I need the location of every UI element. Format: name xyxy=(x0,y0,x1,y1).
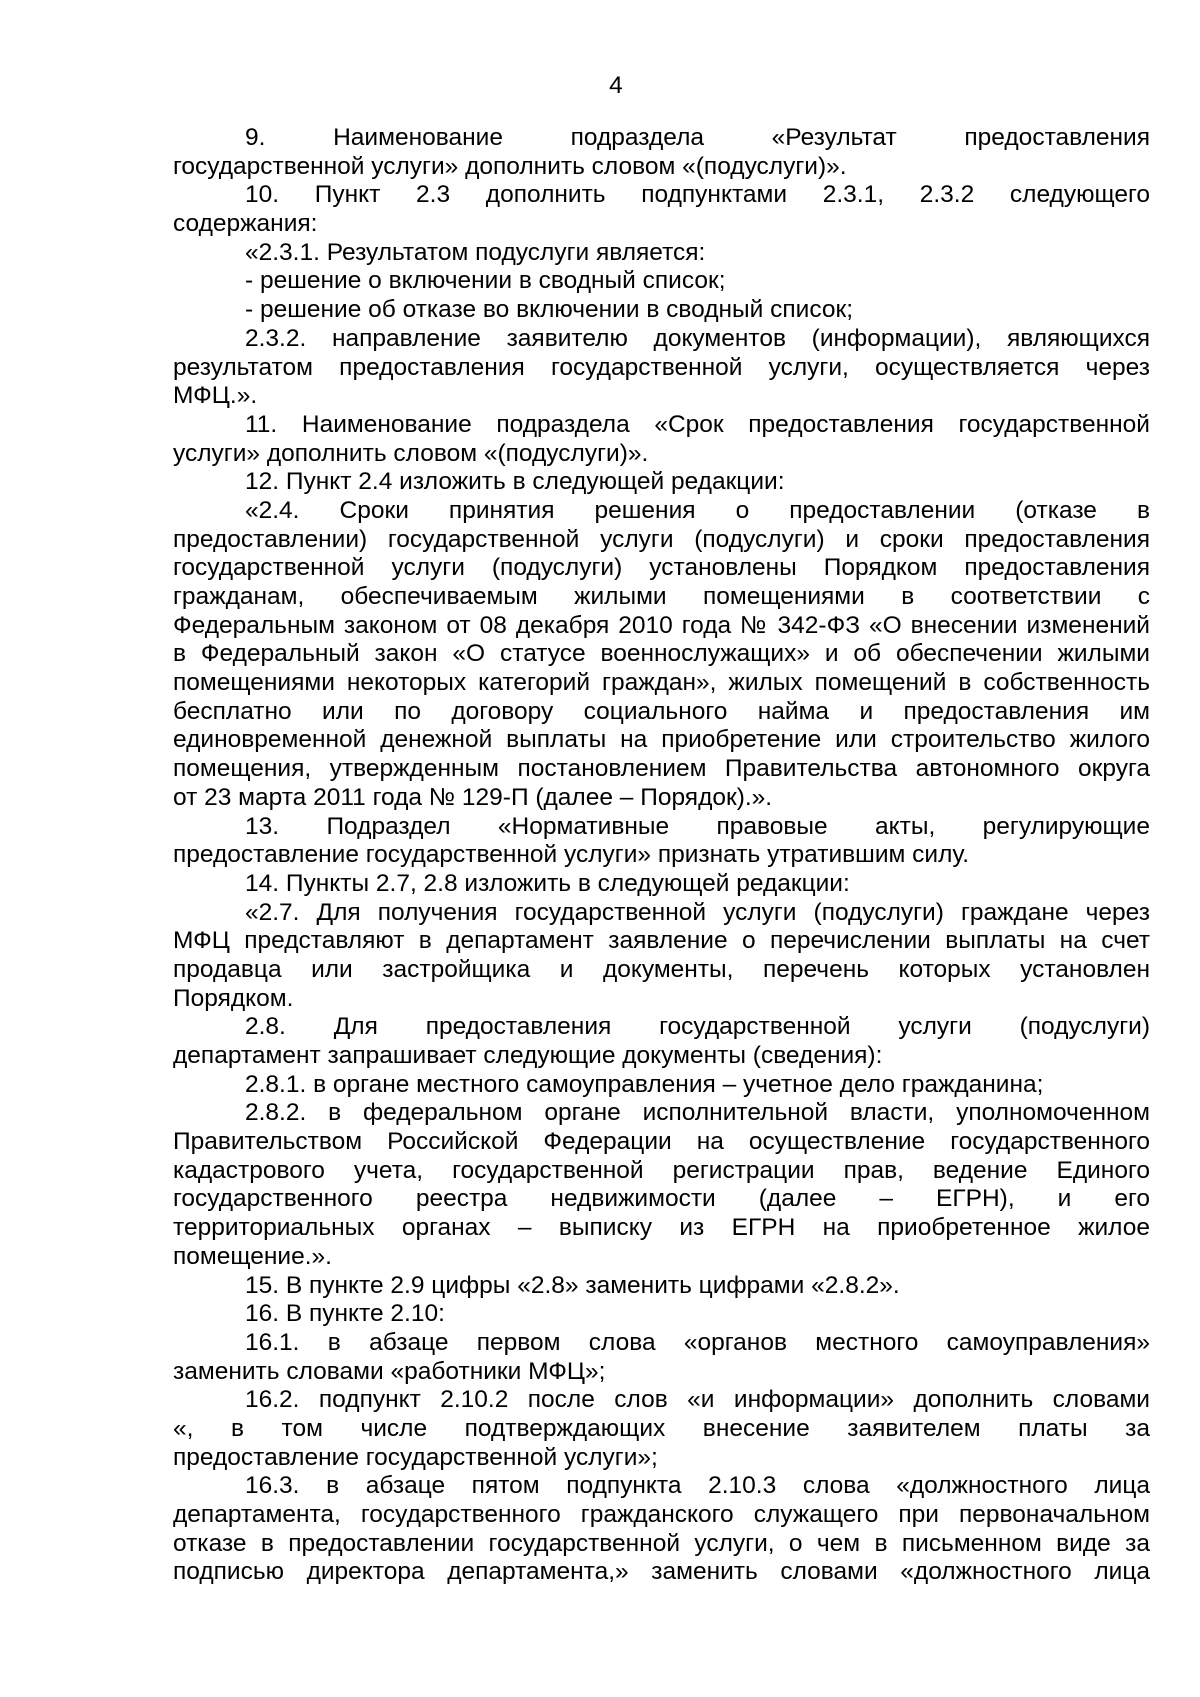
text-line: «2.4. Сроки принятия решения о предоставлении (отказе в xyxy=(245,496,1150,524)
text-line: Порядком. xyxy=(173,984,294,1012)
text-line: содержания: xyxy=(173,210,318,238)
text-line: 16.1. в абзаце первом слова «органов местного самоуправления» xyxy=(245,1328,1150,1356)
text-line: отказе в предоставлении государственной услуги, о чем в письменном виде за xyxy=(173,1529,1150,1557)
text-line: 2.8.1. в органе местного самоуправления – учетное дело гражданина; xyxy=(245,1070,1044,1098)
text-line: в Федеральный закон «О статусе военнослужащих» и об обеспечении жилыми xyxy=(173,640,1150,668)
text-line: гражданам, обеспечиваемым жилыми помещениями в соответствии с xyxy=(173,583,1150,610)
text-line: 16. В пункте 2.10: xyxy=(245,1300,445,1328)
text-line: 16.2. подпункт 2.10.2 после слов «и информации» дополнить словами xyxy=(245,1386,1150,1414)
text-line: департамента, государственного гражданского служащего при первоначальном xyxy=(173,1501,1150,1528)
text-line: помещения, утвержденным постановлением Правительства автономного округа xyxy=(173,755,1150,783)
text-line: 9. Наименование подраздела «Результат предоставления xyxy=(245,124,1150,151)
text-line: 13. Подраздел «Нормативные правовые акты, регулирующие xyxy=(245,812,1150,840)
text-line: территориальных органах – выписку из ЕГРН на приобретенное жилое xyxy=(173,1214,1150,1242)
text-line: бесплатно или по договору социального найма и предоставления им xyxy=(173,697,1150,725)
page-number: 4 xyxy=(609,72,623,99)
text-line: продавца или застройщика и документы, перечень которых установлен xyxy=(173,955,1150,983)
text-line: - решение об отказе во включении в сводный список; xyxy=(245,296,854,324)
text-line: «2.7. Для получения государственной услуги (подуслуги) граждане через xyxy=(245,898,1150,926)
text-line: единовременной денежной выплаты на приобретение или строительство жилого xyxy=(173,726,1150,754)
text-line: 2.8. Для предоставления государственной услуги (подуслуги) xyxy=(245,1013,1150,1041)
text-line: департамент запрашивает следующие документы (сведения): xyxy=(173,1042,883,1069)
document-body xyxy=(173,124,1150,1587)
text-line: услуги» дополнить словом «(подуслуги)». xyxy=(173,439,649,467)
text-line: 11. Наименование подраздела «Срок предоставления государственной xyxy=(245,410,1150,438)
text-line: результатом предоставления государственной услуги, осуществляется через xyxy=(173,353,1150,381)
text-line: предоставлении) государственной услуги (подуслуги) и сроки предоставления xyxy=(173,525,1150,553)
text-line: от 23 марта 2011 года № 129-П (далее – Порядок).». xyxy=(173,783,773,811)
text-line: помещение.». xyxy=(173,1242,332,1270)
text-line: кадастрового учета, государственной регистрации прав, ведение Единого xyxy=(173,1156,1150,1184)
text-line: МФЦ представляют в департамент заявление о перечислении выплаты на счет xyxy=(173,927,1150,955)
text-line: государственной услуги» дополнить словом «(подуслуги)». xyxy=(173,152,847,180)
text-line: МФЦ.». xyxy=(173,382,258,410)
text-line: 2.3.2. направление заявителю документов (информации), являющихся xyxy=(245,324,1150,352)
text-line: государственного реестра недвижимости (далее – ЕГРН), и его xyxy=(173,1185,1150,1213)
text-line: предоставление государственной услуги» признать утратившим силу. xyxy=(173,841,969,869)
text-line: заменить словами «работники МФЦ»; xyxy=(173,1357,606,1385)
text-line: предоставление государственной услуги»; xyxy=(173,1443,658,1471)
text-line: помещениями некоторых категорий граждан», жилых помещений в собственность xyxy=(173,669,1150,697)
text-line: подписью директора департамента,» заменить словами «должностного лица xyxy=(173,1558,1150,1586)
text-line: Федеральным законом от 08 декабря 2010 года № 342-ФЗ «О внесении изменений xyxy=(173,611,1150,639)
text-line: 2.8.2. в федеральном органе исполнительной власти, уполномоченном xyxy=(245,1099,1150,1127)
text-line: «, в том числе подтверждающих внесение заявителем платы за xyxy=(173,1414,1150,1442)
text-line: - решение о включении в сводный список; xyxy=(245,267,726,295)
text-line: 10. Пункт 2.3 дополнить подпунктами 2.3.1, 2.3.2 следующего xyxy=(245,181,1150,209)
text-line: 14. Пункты 2.7, 2.8 изложить в следующей редакции: xyxy=(245,869,850,897)
text-line: «2.3.1. Результатом подуслуги является: xyxy=(245,238,706,266)
text-line: Правительством Российской Федерации на осуществление государственного xyxy=(173,1128,1150,1156)
text-line: государственной услуги (подуслуги) установлены Порядком предоставления xyxy=(173,554,1150,582)
text-line: 12. Пункт 2.4 изложить в следующей редакции: xyxy=(245,468,785,496)
text-line: 16.3. в абзаце пятом подпункта 2.10.3 слова «должностного лица xyxy=(245,1472,1150,1500)
text-line: 15. В пункте 2.9 цифры «2.8» заменить цифрами «2.8.2». xyxy=(245,1271,900,1299)
